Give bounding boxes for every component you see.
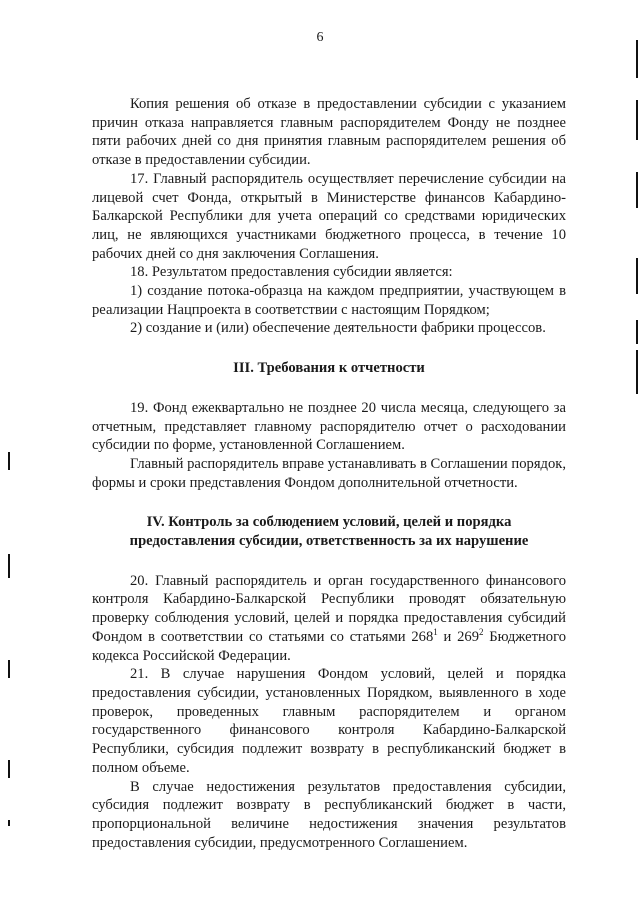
scan-edge-mark: [8, 820, 10, 826]
paragraph-21-additional: В случае недостижения результатов предоставления субсидии, субсидия подлежит возврату в республиканский бюджет в части, пропорциональной величине недостижения значения результатов предоставления субсидии, предусмотренного Соглашением.: [92, 778, 566, 851]
scan-edge-mark: [636, 100, 638, 140]
paragraph-20-end: Бюджетного кодекса Российской Федерации.: [92, 628, 567, 664]
paragraph-20: [92, 572, 566, 666]
scan-edge-mark: [636, 40, 638, 78]
document-body: [92, 95, 566, 852]
scan-edge-mark: [8, 452, 10, 470]
scan-edge-mark: [8, 554, 10, 578]
paragraph-19: 19. Фонд ежеквартально не позднее 20 числа месяца, следующего за отчетным, представляет главному распорядителю отчет о расходовании субсидии по форме, установленной Соглашением.: [92, 399, 566, 454]
page-number: 6: [316, 30, 324, 45]
paragraph-20-text: 20. Главный распорядитель и орган государственного финансового контроля Кабардино-Балкарской Республики проводят обязательную проверку соблюдения условий, целей и порядка предоставления субсидий Фондом в соответствии со статьями со статьями 268: [92, 572, 566, 645]
article-269-superscript: 2: [479, 627, 484, 638]
paragraph-refusal-copy: Копия решения об отказе в предоставлении субсидии с указанием причин отказа направляется главным распорядителем Фонду не позднее пяти рабочих дней со дня принятия главным распорядителем решения об отказе в предоставлении субсидии.: [92, 96, 566, 169]
article-268-superscript: 1: [433, 627, 438, 638]
scan-edge-mark: [636, 258, 638, 294]
scan-edge-mark: [636, 320, 638, 344]
section-3-heading: III. Требования к отчетности: [233, 360, 425, 377]
section-4-heading-line-2: предоставления субсидии, ответственность за их нарушение: [129, 533, 529, 550]
paragraph-20-mid: и 269: [437, 628, 480, 645]
paragraph-21: 21. В случае нарушения Фондом условий, целей и порядка предоставления субсидии, установленных Порядком, выявленного в ходе проверок, проведенных главным распорядителем и органом государственного финансового контроля Кабардино-Балкарской Республики, субсидия подлежит возврату в республиканский бюджет в полном объеме.: [92, 666, 566, 776]
scan-edge-mark: [636, 172, 638, 208]
scan-edge-mark: [8, 660, 10, 678]
section-4-heading-line-1: IV. Контроль за соблюдением условий, целей и порядка: [146, 514, 512, 531]
paragraph-18-item-1: 1) создание потока-образца на каждом предприятии, участвующем в реализации Нацпроекта в соответствии с настоящим Порядком;: [92, 283, 566, 318]
section-4-heading: [92, 513, 566, 550]
paragraph-19-additional: Главный распорядитель вправе устанавливать в Соглашении порядок, формы и сроки представления Фондом дополнительной отчетности.: [92, 455, 566, 491]
paragraph-18-item-2: 2) создание и (или) обеспечение деятельности фабрики процессов.: [130, 320, 546, 337]
paragraph-18: 18. Результатом предоставления субсидии является:: [130, 264, 453, 281]
scan-edge-mark: [636, 350, 638, 394]
paragraph-17: 17. Главный распорядитель осуществляет перечисление субсидии на лицевой счет Фонда, открытый в Министерстве финансов Кабардино-Балкарской Республики для учета операций со средствами юридических лиц, не являющихся участниками бюджетного процесса, в течение 10 рабочих дней со дня заключения Соглашения.: [92, 170, 566, 262]
scan-edge-mark: [8, 760, 10, 778]
